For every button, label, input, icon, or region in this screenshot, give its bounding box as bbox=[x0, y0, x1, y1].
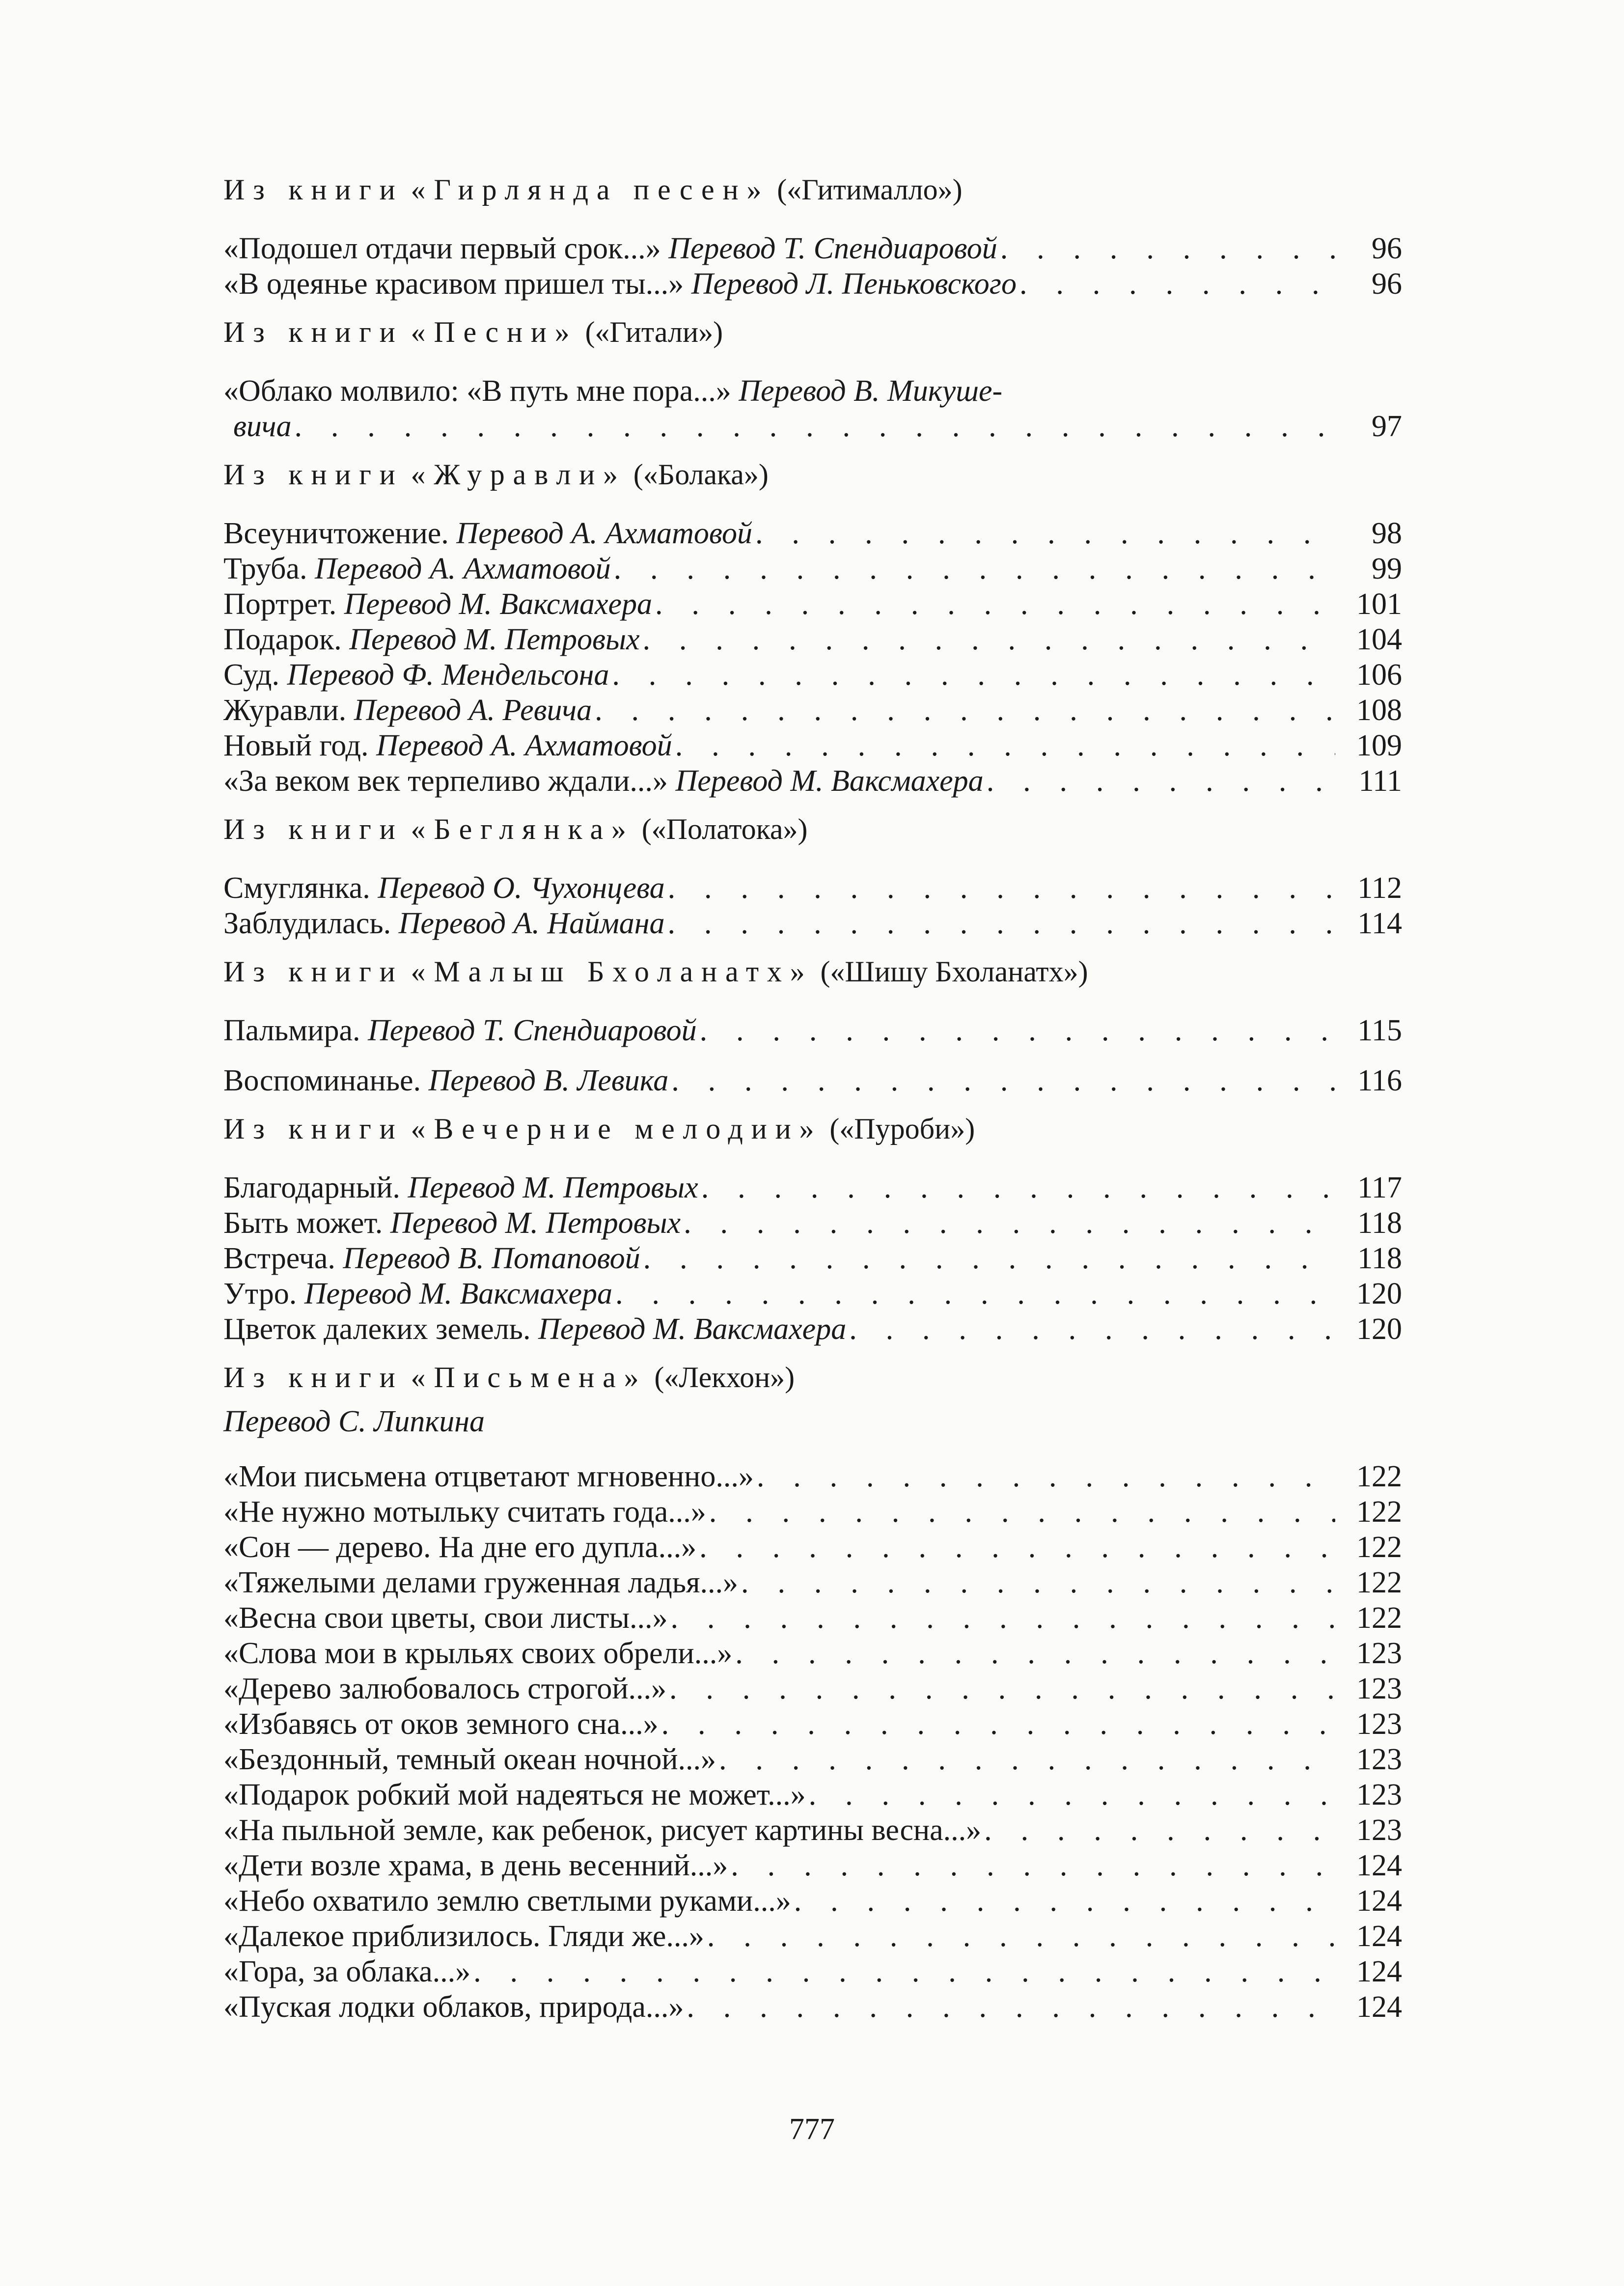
toc-entry bbox=[223, 1848, 1402, 1883]
book-prefix: Из книги bbox=[223, 173, 404, 206]
entry-page: 123 bbox=[1356, 1813, 1402, 1847]
page-number: 777 bbox=[789, 2113, 835, 2146]
dot-leader bbox=[849, 1311, 1335, 1347]
entry-page: 124 bbox=[1356, 1920, 1402, 1953]
section-heading bbox=[223, 954, 1402, 989]
book-prefix: Из книги bbox=[223, 316, 404, 348]
toc-entry bbox=[223, 1063, 1402, 1098]
dot-leader bbox=[684, 1205, 1335, 1241]
entry-title: «Небо охватило землю светлыми руками...» bbox=[223, 1884, 791, 1918]
entry-title: «Пуская лодки облаков, природа...» bbox=[223, 1990, 684, 2024]
dot-leader bbox=[700, 1013, 1335, 1048]
dot-leader bbox=[735, 1636, 1335, 1671]
entry-title: Портрет. bbox=[223, 587, 337, 621]
entry-page: 123 bbox=[1356, 1637, 1402, 1670]
dot-leader bbox=[595, 693, 1335, 728]
dot-leader bbox=[643, 1241, 1335, 1276]
entry-title: Быть может. bbox=[223, 1206, 383, 1240]
book-prefix: Из книги bbox=[223, 1113, 404, 1145]
entry-page: 96 bbox=[1372, 267, 1402, 301]
entry-title: Новый год. bbox=[223, 729, 369, 762]
entry-title: «На пыльной земле, как ребенок, рисует картины весна...» bbox=[223, 1813, 982, 1847]
entry-page: 120 bbox=[1356, 1312, 1402, 1346]
entry-page: 108 bbox=[1356, 694, 1402, 727]
book-title: «Гирлянда песен» bbox=[411, 173, 770, 206]
toc-entry bbox=[223, 1565, 1402, 1600]
entry-title: «Подарок робкий мой надеяться не может...» bbox=[223, 1778, 806, 1812]
entry-page: 124 bbox=[1356, 1990, 1402, 2024]
dot-leader bbox=[757, 1459, 1335, 1494]
dot-leader bbox=[473, 1954, 1335, 1989]
entry-translator: Перевод М. Петровых bbox=[390, 1206, 681, 1240]
toc-entry bbox=[223, 763, 1402, 799]
toc-entry bbox=[223, 1494, 1402, 1530]
entry-title: Всеуничтожение. bbox=[223, 517, 449, 550]
entry-title: «Избавясь от оков земного сна...» bbox=[223, 1707, 659, 1741]
dot-leader bbox=[984, 1812, 1335, 1848]
entry-title: «Сон — дерево. На дне его дупла...» bbox=[223, 1531, 697, 1564]
toc-entry bbox=[223, 1919, 1402, 1954]
toc-entry bbox=[223, 266, 1402, 302]
entry-page: 122 bbox=[1356, 1566, 1402, 1599]
book-original-title: («Гитималло») bbox=[777, 173, 963, 206]
entry-title: Благодарный. bbox=[223, 1171, 400, 1204]
book-original-title: («Гитали») bbox=[585, 316, 723, 348]
entry-translator: Перевод В. Левика bbox=[428, 1064, 669, 1097]
entry-title: Журавли. bbox=[223, 694, 347, 727]
toc-entry bbox=[223, 870, 1402, 906]
book-original-title: («Лекхон») bbox=[654, 1361, 795, 1394]
entry-translator: Перевод В. Микуше- bbox=[739, 374, 1003, 408]
dot-leader bbox=[642, 622, 1335, 657]
dot-leader bbox=[668, 906, 1335, 941]
dot-leader bbox=[675, 728, 1335, 763]
toc-entry bbox=[223, 1530, 1402, 1565]
entry-page: 114 bbox=[1357, 907, 1402, 940]
entry-title: Цветок далеких земель. bbox=[223, 1312, 531, 1346]
entry-translator: Перевод Т. Спендиаровой bbox=[668, 232, 997, 265]
book-original-title: («Полатока») bbox=[641, 813, 808, 845]
entry-page: 115 bbox=[1357, 1014, 1402, 1047]
dot-leader bbox=[701, 1170, 1335, 1205]
book-title: «Малыш Бхоланатх» bbox=[411, 955, 813, 988]
dot-leader bbox=[295, 409, 1336, 444]
section-translator: Перевод С. Липкина bbox=[223, 1405, 485, 1438]
dot-leader bbox=[1000, 231, 1335, 266]
entry-translator: Перевод А. Наймана bbox=[398, 907, 665, 940]
entry-page: 111 bbox=[1358, 764, 1402, 798]
dot-leader bbox=[741, 1565, 1335, 1600]
entry-translator: Перевод М. Петровых bbox=[408, 1171, 698, 1204]
entry-translator: Перевод В. Потаповой bbox=[343, 1242, 640, 1275]
dot-leader bbox=[709, 1494, 1335, 1530]
entry-title: «Облако молвило: «В путь мне пора...» bbox=[223, 374, 731, 408]
entry-title: «Гора, за облака...» bbox=[223, 1955, 471, 1988]
section-heading bbox=[223, 1111, 1402, 1146]
toc-entry bbox=[223, 1276, 1402, 1311]
entry-page: 122 bbox=[1356, 1495, 1402, 1529]
entry-title: «Дерево залюбовалось строгой...» bbox=[223, 1672, 667, 1705]
entry-translator: Перевод Л. Пеньковского bbox=[691, 267, 1017, 301]
book-prefix: Из книги bbox=[223, 458, 404, 491]
entry-page: 116 bbox=[1357, 1064, 1402, 1097]
entry-title: Смуглянка. bbox=[223, 871, 370, 905]
toc-entry bbox=[223, 1459, 1402, 1494]
entry-title: Воспоминанье. bbox=[223, 1064, 421, 1097]
toc-entry bbox=[223, 551, 1402, 586]
toc-section bbox=[223, 811, 1402, 941]
entry-title: «Бездонный, темный океан ночной...» bbox=[223, 1743, 716, 1776]
entry-page: 101 bbox=[1356, 587, 1402, 621]
dot-leader bbox=[671, 1063, 1335, 1098]
book-prefix: Из книги bbox=[223, 955, 404, 988]
book-title: «Журавли» bbox=[411, 458, 626, 491]
entry-title: «За веком век терпеливо ждали...» bbox=[223, 764, 668, 798]
book-original-title: («Пуроби») bbox=[829, 1113, 975, 1145]
entry-page: 124 bbox=[1356, 1849, 1402, 1882]
entry-page: 97 bbox=[1372, 410, 1402, 443]
dot-leader bbox=[755, 516, 1335, 551]
toc-section bbox=[223, 1111, 1402, 1347]
entry-translator-continuation: вича bbox=[233, 410, 292, 443]
toc-entry bbox=[223, 1205, 1402, 1241]
entry-page: 123 bbox=[1356, 1743, 1402, 1776]
toc-entry bbox=[223, 1311, 1402, 1347]
entry-page: 109 bbox=[1356, 729, 1402, 762]
entry-title: «Не нужно мотыльку считать года...» bbox=[223, 1495, 706, 1529]
dot-leader bbox=[1019, 266, 1335, 302]
entry-translator: Перевод М. Ваксмахера bbox=[304, 1277, 612, 1310]
entry-page: 124 bbox=[1356, 1884, 1402, 1918]
toc-entry bbox=[223, 1636, 1402, 1671]
dot-leader bbox=[661, 1706, 1335, 1742]
entry-translator: Перевод М. Ваксмахера bbox=[344, 587, 653, 621]
entry-page: 118 bbox=[1357, 1206, 1402, 1240]
entry-title: «Весна свои цветы, свои листы...» bbox=[223, 1601, 668, 1635]
entry-translator: Перевод М. Петровых bbox=[349, 623, 640, 656]
toc-entry bbox=[223, 1706, 1402, 1742]
section-heading bbox=[223, 457, 1402, 492]
dot-leader bbox=[987, 763, 1335, 799]
dot-leader bbox=[707, 1919, 1335, 1954]
section-heading bbox=[223, 172, 1402, 207]
entry-page: 117 bbox=[1357, 1171, 1402, 1204]
entry-page: 123 bbox=[1356, 1707, 1402, 1741]
entry-translator: Перевод М. Ваксмахера bbox=[675, 764, 984, 798]
toc-entry bbox=[223, 1954, 1402, 1989]
dot-leader bbox=[668, 870, 1335, 906]
dot-leader bbox=[669, 1671, 1335, 1706]
entry-title: Суд. bbox=[223, 658, 279, 692]
toc-section bbox=[223, 314, 1402, 444]
entry-title: Заблудилась. bbox=[223, 907, 391, 940]
dot-leader bbox=[687, 1989, 1335, 2025]
book-original-title: («Болака») bbox=[633, 458, 769, 491]
entry-page: 123 bbox=[1356, 1672, 1402, 1705]
toc-entry bbox=[223, 693, 1402, 728]
entry-title: «Далекое приблизилось. Гляди же...» bbox=[223, 1920, 704, 1953]
entry-page: 96 bbox=[1372, 232, 1402, 265]
entry-page: 104 bbox=[1356, 623, 1402, 656]
dot-leader bbox=[670, 1600, 1335, 1636]
book-title: «Песни» bbox=[411, 316, 578, 348]
entry-page: 122 bbox=[1356, 1531, 1402, 1564]
entry-translator: Перевод А. Ахматовой bbox=[314, 552, 611, 585]
toc-section bbox=[223, 172, 1402, 302]
toc-entry bbox=[223, 728, 1402, 763]
entry-translator: Перевод М. Ваксмахера bbox=[538, 1312, 847, 1346]
toc-entry bbox=[223, 1671, 1402, 1706]
toc-entry bbox=[223, 231, 1402, 266]
entry-title: Подарок. bbox=[223, 623, 342, 656]
entry-translator: Перевод Ф. Мендельсона bbox=[287, 658, 609, 692]
toc-entry bbox=[223, 1989, 1402, 2025]
dot-leader bbox=[719, 1742, 1335, 1777]
entry-translator: Перевод О. Чухонцева bbox=[378, 871, 665, 905]
dot-leader bbox=[731, 1848, 1335, 1883]
book-title: «Письмена» bbox=[411, 1361, 647, 1394]
dot-leader bbox=[794, 1883, 1335, 1919]
toc-entry bbox=[223, 622, 1402, 657]
table-of-contents bbox=[223, 172, 1402, 2037]
book-title: «Беглянка» bbox=[411, 813, 634, 845]
entry-title: «Дети возле храма, в день весенний...» bbox=[223, 1849, 728, 1882]
entry-page: 98 bbox=[1372, 517, 1402, 550]
entry-title: Пальмира. bbox=[223, 1014, 360, 1047]
entry-title: «Мои письмена отцветают мгновенно...» bbox=[223, 1460, 754, 1493]
toc-section bbox=[223, 954, 1402, 1098]
entry-page: 106 bbox=[1356, 658, 1402, 692]
book-prefix: Из книги bbox=[223, 1361, 404, 1394]
entry-page: 122 bbox=[1356, 1460, 1402, 1493]
toc-section bbox=[223, 1360, 1402, 2025]
toc-entry bbox=[223, 1812, 1402, 1848]
entry-title: «В одеянье красивом пришел ты...» bbox=[223, 267, 684, 301]
toc-entry bbox=[223, 1013, 1402, 1048]
entry-title: «Слова мои в крыльях своих обрели...» bbox=[223, 1637, 733, 1670]
entry-title: Утро. bbox=[223, 1277, 297, 1310]
toc-entry bbox=[223, 906, 1402, 941]
entry-translator: Перевод А. Ревича bbox=[354, 694, 592, 727]
section-heading bbox=[223, 811, 1402, 847]
toc-entry bbox=[223, 1883, 1402, 1919]
dot-leader bbox=[655, 586, 1335, 622]
entry-page: 118 bbox=[1357, 1242, 1402, 1275]
toc-entry bbox=[223, 657, 1402, 693]
book-original-title: («Шишу Бхоланатх») bbox=[820, 955, 1088, 988]
toc-entry bbox=[223, 1170, 1402, 1205]
entry-translator: Перевод Т. Спендиаровой bbox=[368, 1014, 697, 1047]
toc-entry bbox=[223, 1241, 1402, 1276]
entry-translator: Перевод А. Ахматовой bbox=[456, 517, 752, 550]
section-heading bbox=[223, 1360, 1402, 1395]
entry-page: 124 bbox=[1356, 1955, 1402, 1988]
toc-entry bbox=[223, 1600, 1402, 1636]
dot-leader bbox=[699, 1530, 1335, 1565]
toc-entry bbox=[223, 516, 1402, 551]
toc-entry bbox=[223, 1742, 1402, 1777]
section-heading bbox=[223, 314, 1402, 350]
toc-entry bbox=[223, 373, 1402, 409]
entry-page: 99 bbox=[1372, 552, 1402, 585]
book-title: «Вечерние мелодии» bbox=[411, 1113, 823, 1145]
entry-title: «Тяжелыми делами груженная ладья...» bbox=[223, 1566, 739, 1599]
dot-leader bbox=[612, 657, 1335, 693]
dot-leader bbox=[614, 551, 1335, 586]
entry-title: Труба. bbox=[223, 552, 307, 585]
entry-page: 123 bbox=[1356, 1778, 1402, 1812]
book-prefix: Из книги bbox=[223, 813, 404, 845]
entry-translator: Перевод А. Ахматовой bbox=[376, 729, 672, 762]
entry-page: 120 bbox=[1356, 1277, 1402, 1310]
toc-section bbox=[223, 457, 1402, 799]
entry-title: Встреча. bbox=[223, 1242, 335, 1275]
entry-title: «Подошел отдачи первый срок...» bbox=[223, 232, 661, 265]
dot-leader bbox=[809, 1777, 1335, 1812]
entry-page: 122 bbox=[1356, 1601, 1402, 1635]
entry-page: 112 bbox=[1357, 871, 1402, 905]
toc-entry bbox=[223, 586, 1402, 622]
toc-entry-continuation bbox=[223, 409, 1402, 444]
dot-leader bbox=[615, 1276, 1335, 1311]
toc-entry bbox=[223, 1777, 1402, 1812]
